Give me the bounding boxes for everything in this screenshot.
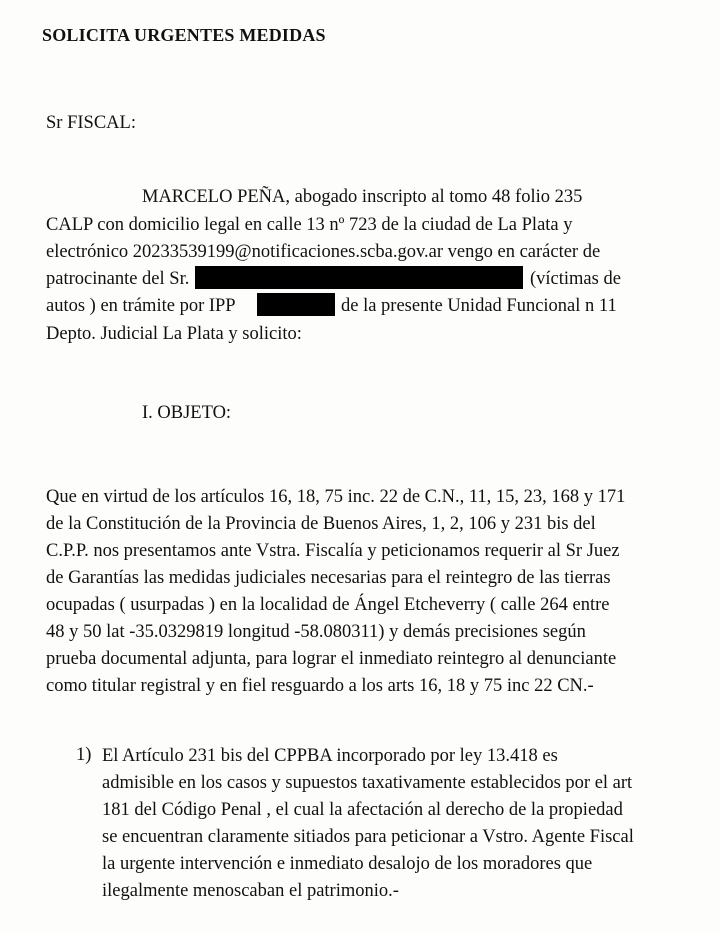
objeto-line: Que en virtud de los artículos 16, 18, 75 inc. 22 de C.N., 11, 15, 23, 168 y 171	[46, 487, 626, 507]
intro-line-6: Depto. Judicial La Plata y solicito:	[46, 324, 302, 344]
intro-line-3: electrónico 20233539199@notificaciones.scba.gov.ar vengo en carácter de	[46, 242, 601, 262]
list-item-number: 1)	[76, 745, 92, 765]
objeto-line: de Garantías las medidas judiciales necesarias para el reintegro de las tierras	[46, 568, 611, 588]
redaction-bar-ipp	[257, 293, 335, 316]
list-item-line: se encuentran claramente sitiados para peticionar a Vstro. Agente Fiscal	[102, 827, 634, 847]
intro-line-4b: (víctimas de	[530, 269, 621, 289]
intro-line-4a: patrocinante del Sr.	[46, 269, 190, 289]
objeto-line: prueba documental adjunta, para lograr el inmediato reintegro al denunciante	[46, 649, 617, 669]
list-item-line: El Artículo 231 bis del CPPBA incorporado por ley 13.418 es	[102, 746, 558, 766]
list-item-line: 181 del Código Penal , el cual la afectación al derecho de la propiedad	[102, 800, 623, 820]
intro-line-5b: de la presente Unidad Funcional n 11	[341, 296, 617, 316]
objeto-line: ocupadas ( usurpadas ) en la localidad de Ángel Etcheverry ( calle 264 entre	[46, 595, 610, 615]
salutation: Sr FISCAL:	[46, 113, 136, 133]
intro-line-2: CALP con domicilio legal en calle 13 nº 723 de la ciudad de La Plata y	[46, 215, 573, 235]
list-item-line: admisible en los casos y supuestos taxativamente establecidos por el art	[102, 773, 633, 793]
section-title-objeto: I. OBJETO:	[142, 403, 232, 423]
objeto-line: como titular registral y en fiel resguardo a los arts 16, 18 y 75 inc 22 CN.-	[46, 676, 594, 696]
objeto-line: de la Constitución de la Provincia de Buenos Aires, 1, 2, 106 y 231 bis del	[46, 514, 596, 534]
list-item-line: ilegalmente menoscaban el patrimonio.-	[102, 881, 399, 901]
redaction-bar-name	[195, 266, 523, 289]
document-heading: SOLICITA URGENTES MEDIDAS	[42, 25, 326, 45]
objeto-line: C.P.P. nos presentamos ante Vstra. Fiscalía y peticionamos requerir al Sr Juez	[46, 541, 620, 561]
intro-line-5a: autos ) en trámite por IPP	[46, 296, 236, 316]
intro-line-1: MARCELO PEÑA, abogado inscripto al tomo 48 folio 235	[142, 187, 583, 207]
objeto-line: 48 y 50 lat -35.0329819 longitud -58.080311) y demás precisiones según	[46, 622, 586, 642]
list-item-line: la urgente intervención e inmediato desalojo de los moradores que	[102, 854, 593, 874]
